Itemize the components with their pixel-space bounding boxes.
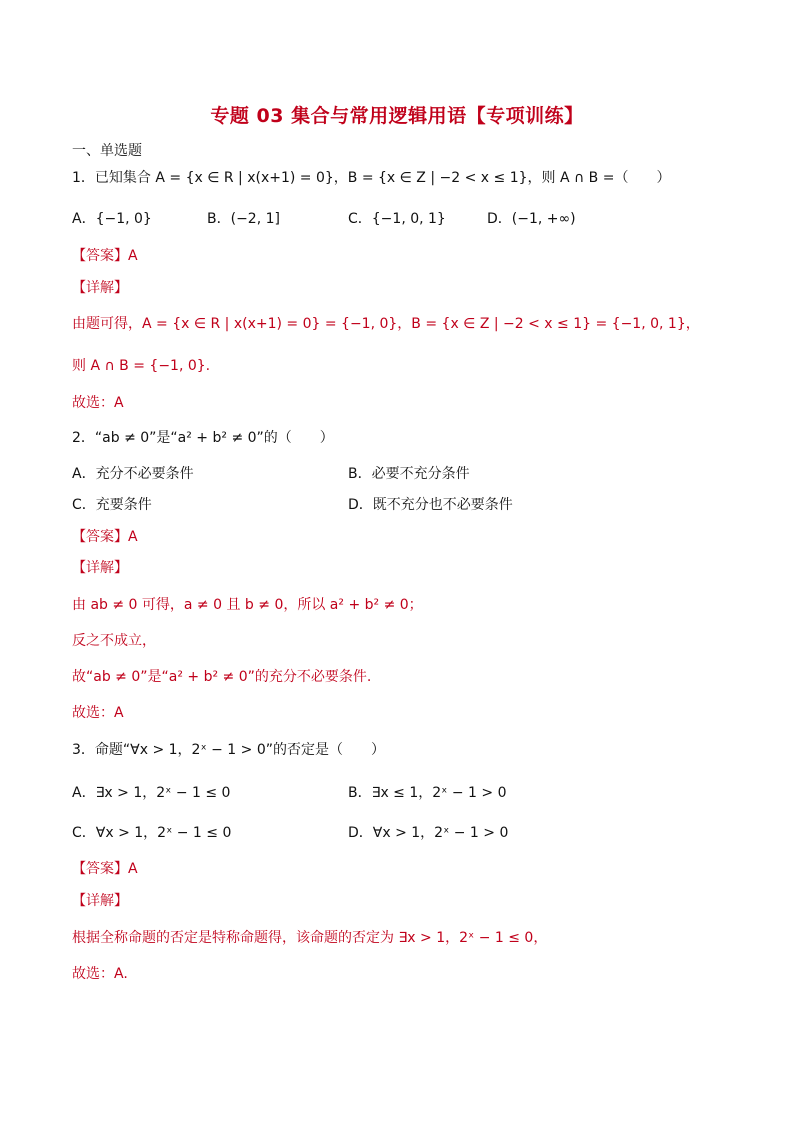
q2-explanation-line-2: 反之不成立， xyxy=(72,633,156,649)
q3-explanation-line-1: 根据全称命题的否定是特称命题得，该命题的否定为 ∃x > 1，2ˣ − 1 ≤ 0， xyxy=(72,930,548,946)
q3-option-c: C．∀x > 1，2ˣ − 1 ≤ 0 xyxy=(72,825,232,841)
page-title: 专题 03 集合与常用逻辑用语【专项训练】 xyxy=(210,105,584,127)
q1-explanation-line-1: 由题可得，A = {x ∈ R | x(x+1) = 0} = {−1, 0}，B = {x ∈ Z | −2 < x ≤ 1} = {−1, 0, 1}， xyxy=(72,316,700,332)
q3-detail-label: 【详解】 xyxy=(72,893,128,909)
q1-explanation-line-2: 则 A ∩ B = {−1, 0}. xyxy=(72,358,211,374)
q3-answer: 【答案】A xyxy=(72,861,138,877)
q2-stem: 2．“ab ≠ 0”是“a² + b² ≠ 0”的（ ） xyxy=(72,430,334,446)
q2-conclusion: 故选：A xyxy=(72,705,124,721)
q1-option-b: B．(−2, 1] xyxy=(207,211,280,227)
q3-conclusion: 故选：A. xyxy=(72,966,128,982)
q2-option-c: C．充要条件 xyxy=(72,497,152,513)
q1-conclusion: 故选：A xyxy=(72,395,124,411)
q2-option-d: D．既不充分也不必要条件 xyxy=(348,497,513,513)
q1-detail-label: 【详解】 xyxy=(72,280,128,296)
q1-answer: 【答案】A xyxy=(72,248,138,264)
q3-stem: 3．命题“∀x > 1，2ˣ − 1 > 0”的否定是（ ） xyxy=(72,742,386,758)
q2-option-b: B．必要不充分条件 xyxy=(348,466,470,482)
q1-option-d: D．(−1, +∞) xyxy=(487,211,576,227)
q3-option-b: B．∃x ≤ 1，2ˣ − 1 > 0 xyxy=(348,785,507,801)
q3-option-d: D．∀x > 1，2ˣ − 1 > 0 xyxy=(348,825,509,841)
q1-option-a: A．{−1, 0} xyxy=(72,211,152,227)
section-heading: 一、单选题 xyxy=(72,143,142,159)
q2-option-a: A．充分不必要条件 xyxy=(72,466,194,482)
q2-explanation-line-1: 由 ab ≠ 0 可得，a ≠ 0 且 b ≠ 0，所以 a² + b² ≠ 0； xyxy=(72,597,423,613)
q3-option-a: A．∃x > 1，2ˣ − 1 ≤ 0 xyxy=(72,785,231,801)
q2-explanation-line-3: 故“ab ≠ 0”是“a² + b² ≠ 0”的充分不必要条件. xyxy=(72,669,372,685)
q2-answer: 【答案】A xyxy=(72,529,138,545)
q2-detail-label: 【详解】 xyxy=(72,560,128,576)
q1-option-c: C．{−1, 0, 1} xyxy=(348,211,446,227)
q1-stem: 1．已知集合 A = {x ∈ R | x(x+1) = 0}，B = {x ∈ Z | −2 < x ≤ 1}，则 A ∩ B =（ ） xyxy=(72,170,671,186)
